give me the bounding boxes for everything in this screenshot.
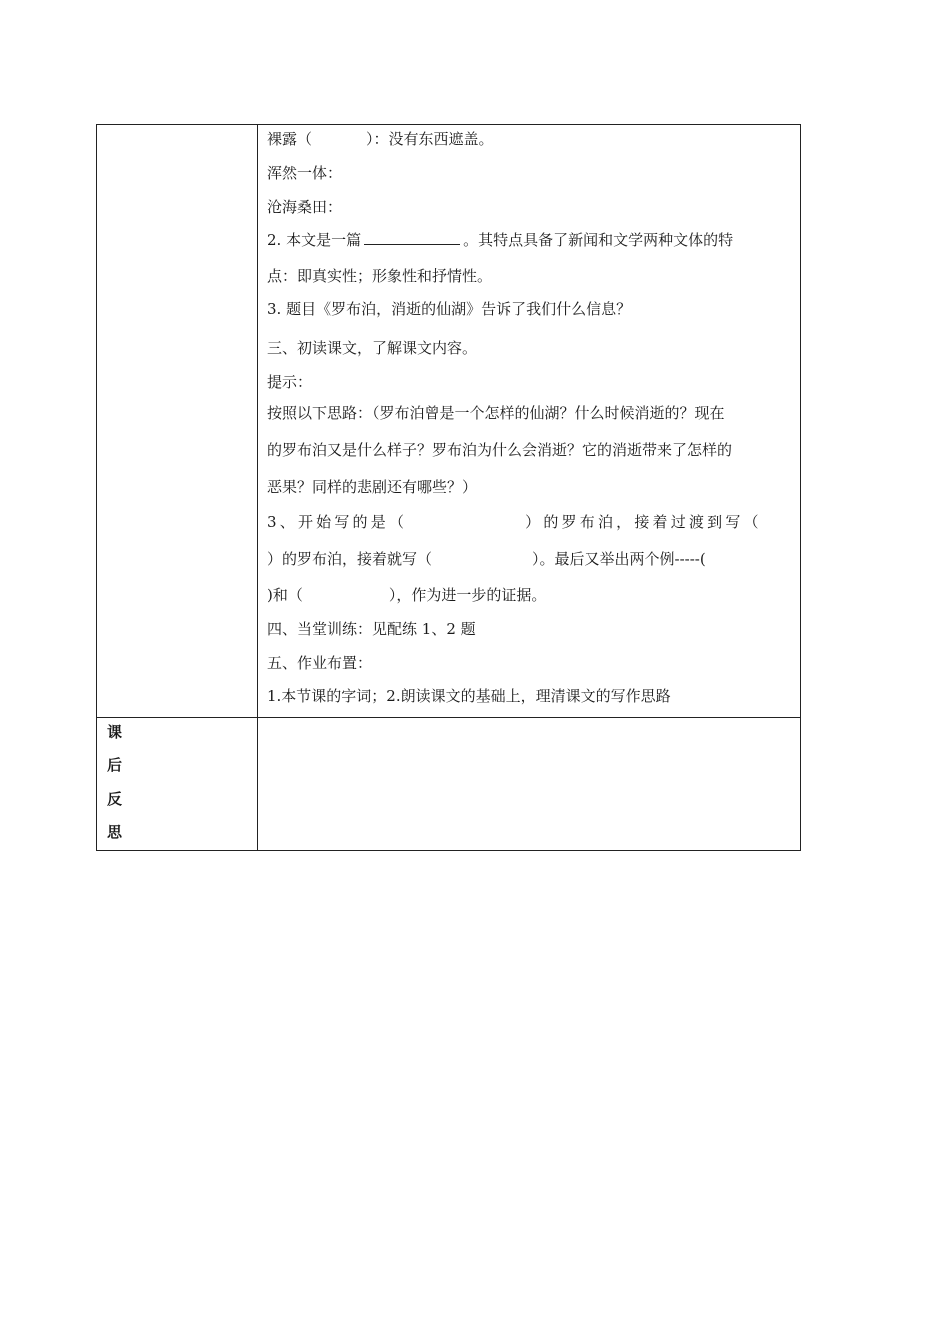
reflection-label-char: 反: [107, 790, 123, 808]
lesson-plan-table: [96, 124, 801, 851]
hint-label: 提示：: [267, 373, 313, 391]
section-4-heading: 四、当堂训练：见配练 1、2 题: [267, 620, 476, 638]
exercise-text: )和（: [267, 586, 303, 604]
question-2-continuation: 点：即真实性；形象性和抒情性。: [267, 267, 493, 285]
reflection-label-char: 课: [107, 723, 123, 741]
homework-line: 1.本节课的字词；2.朗读课文的基础上，理清课文的写作思路: [267, 687, 671, 705]
section-3-heading: 三、初读课文，了解课文内容。: [267, 339, 478, 357]
question-2-prefix: 2. 本文是一篇: [267, 231, 362, 249]
exercise-text: 3、开始写的是（: [267, 513, 408, 531]
section-5-heading: 五、作业布置：: [267, 654, 373, 672]
exercise-line-2: [267, 549, 706, 569]
exercise-text: ），作为进一步的证据。: [388, 586, 547, 604]
reflection-content-cell: [258, 718, 800, 850]
question-2-suffix: 。其特点具备了新闻和文学两种文体的特: [463, 231, 734, 249]
reflection-label-char: 后: [107, 756, 123, 774]
vocab-term: 裸露（: [267, 130, 313, 148]
hint-line-3: 恶果？同样的悲剧还有哪些？）: [267, 478, 478, 496]
reflection-label-char: 思: [107, 823, 123, 841]
vocab-line-3: 沧海桑田：: [267, 198, 343, 216]
exercise-line-1: [267, 512, 762, 532]
question-2-line: [267, 230, 733, 250]
fill-blank: [364, 230, 460, 245]
question-3-line: 3. 题目《罗布泊，消逝的仙湖》告诉了我们什么信息？: [267, 300, 632, 318]
vocab-definition: ）：没有东西遮盖。: [366, 130, 494, 148]
exercise-line-3: [267, 585, 546, 605]
exercise-text: ）。最后又举出两个例-----(: [532, 550, 706, 568]
hint-line-1: 按照以下思路：（罗布泊曾是一个怎样的仙湖？什么时候消逝的？现在: [267, 404, 725, 422]
vocab-line-2: 浑然一体：: [267, 164, 343, 182]
vocab-line-1: [267, 129, 494, 149]
exercise-text: ）的罗布泊，接着过渡到写（: [525, 513, 762, 531]
hint-line-2: 的罗布泊又是什么样子？罗布泊为什么会消逝？它的消逝带来了怎样的: [267, 441, 733, 459]
exercise-text: ）的罗布泊，接着就写（: [267, 550, 433, 568]
